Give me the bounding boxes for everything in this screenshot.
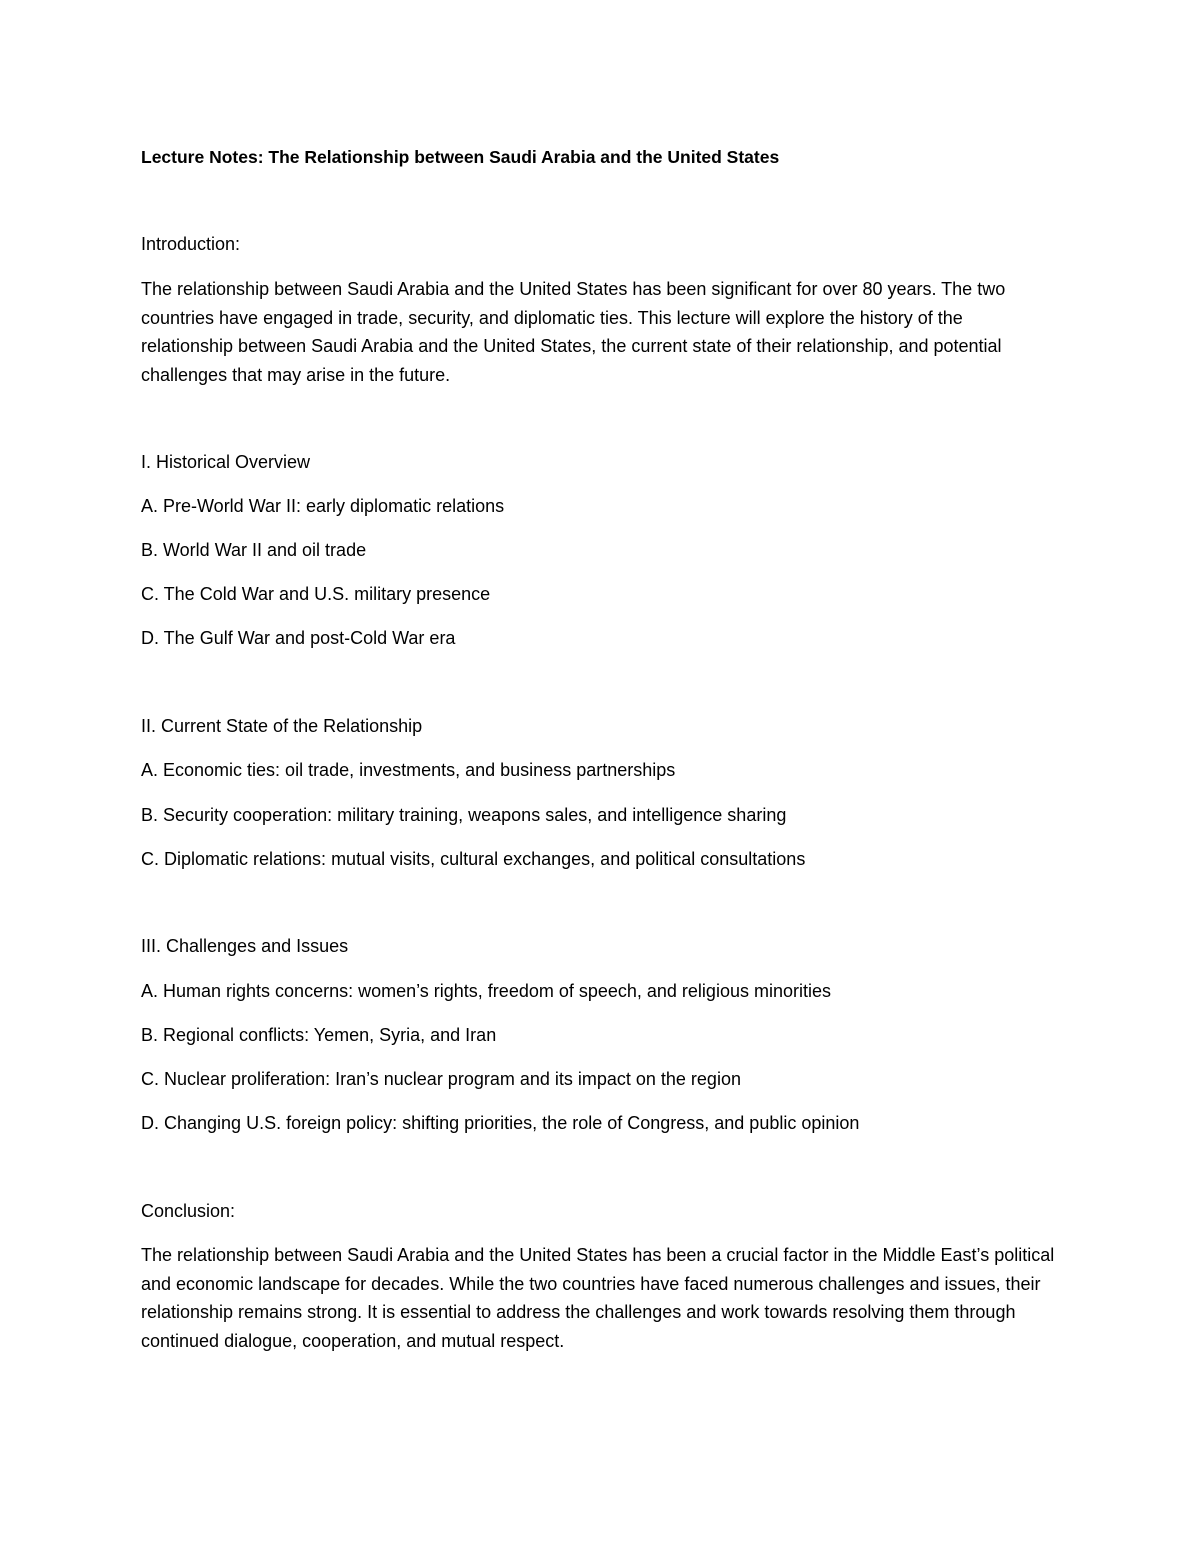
section-2-item-b: B. Security cooperation: military training, weapons sales, and intelligence sharing: [141, 805, 787, 825]
introduction-heading: Introduction:: [141, 234, 241, 254]
section-1-item-a: A. Pre-World War II: early diplomatic relations: [141, 496, 505, 516]
section-2-item-a: A. Economic ties: oil trade, investments, and business partnerships: [141, 760, 676, 780]
section-2-heading: II. Current State of the Relationship: [141, 716, 423, 736]
section-1-item-b: B. World War II and oil trade: [141, 540, 367, 560]
section-1-item-d: D. The Gulf War and post-Cold War era: [141, 628, 456, 648]
section-3-item-a: A. Human rights concerns: women’s rights, freedom of speech, and religious minorities: [141, 981, 831, 1001]
section-2-item-c: C. Diplomatic relations: mutual visits, cultural exchanges, and political consultations: [141, 849, 806, 869]
section-3-item-c: C. Nuclear proliferation: Iran’s nuclear program and its impact on the region: [141, 1069, 741, 1089]
section-3-item-b: B. Regional conflicts: Yemen, Syria, and Iran: [141, 1025, 497, 1045]
section-3-item-d: D. Changing U.S. foreign policy: shifting priorities, the role of Congress, and public opinion: [141, 1113, 860, 1133]
conclusion-heading: Conclusion:: [141, 1201, 236, 1221]
section-3-heading: III. Challenges and Issues: [141, 936, 349, 956]
conclusion-body: The relationship between Saudi Arabia and the United States has been a crucial factor in the Middle East’s political and economic landscape for decades. While the two countries have faced numerous challenges and issues, their relationship remains strong. It is essential to address the challenges and work towards resolving them through continued dialogue, cooperation, and mutual respect.: [141, 1245, 1055, 1351]
introduction-body: The relationship between Saudi Arabia and the United States has been significant for over 80 years. The two countries have engaged in trade, security, and diplomatic ties. This lecture will explore the history of the relationship between Saudi Arabia and the United States, the current state of their relationship, and potential challenges that may arise in the future.: [141, 279, 1006, 385]
document-title: Lecture Notes: The Relationship between Saudi Arabia and the United States: [141, 147, 780, 167]
section-1-heading: I. Historical Overview: [141, 452, 311, 472]
section-1-item-c: C. The Cold War and U.S. military presence: [141, 584, 491, 604]
